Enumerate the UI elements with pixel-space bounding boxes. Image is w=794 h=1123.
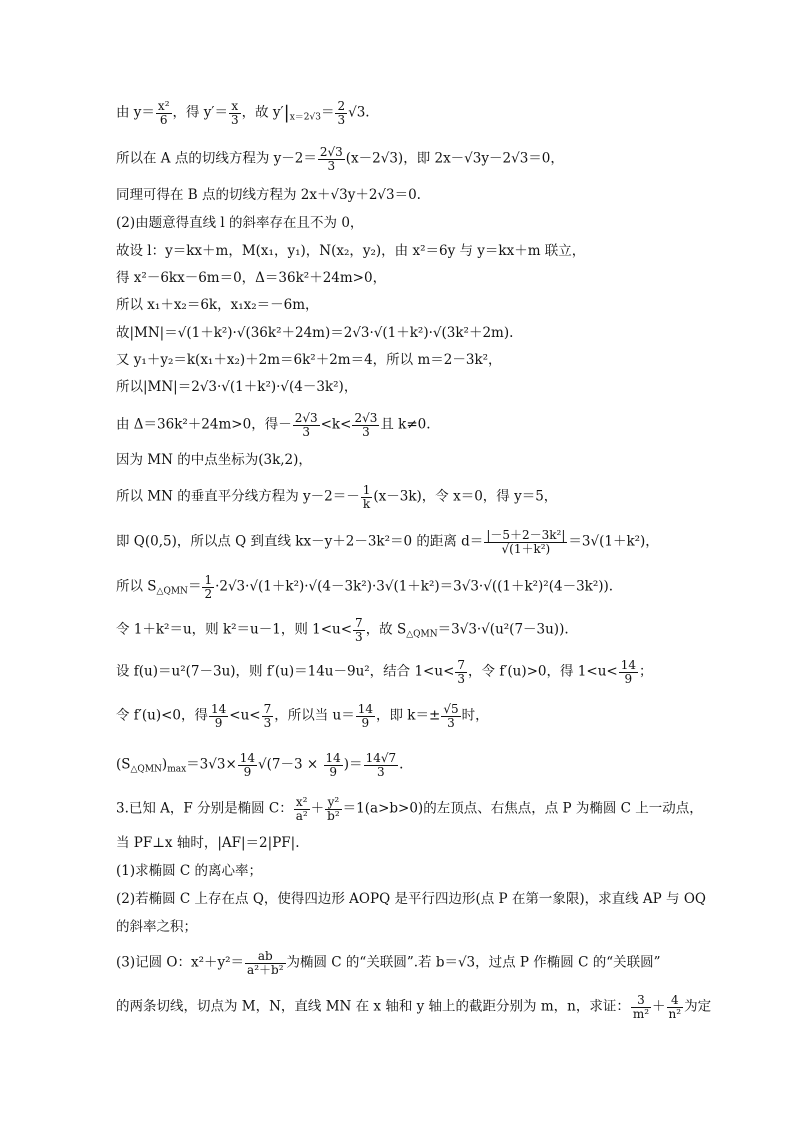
line-10: 所以|MN|＝2√3·√(1＋k²)·√(4－3k²)， [116,379,358,395]
line-21: 当 PF⊥x 轴时，|AF|＝2|PF|. [116,835,300,851]
fraction: $\frac{14}{9}$ [620,658,636,686]
line-25: (3)记圆 O：x²＋y²＝ $\frac{ab}{\text{a²＋b²}}$ 为椭圆 C 的“关联圆”.若 b＝√3，过点 P 作椭圆 C 的“关联圆” [116,949,661,977]
fraction: $\frac{2√3}{3}$ [319,145,343,173]
fraction: $\frac{x}{3}$ [230,99,239,127]
line-3: 同理可得在 B 点的切线方程为 2x＋√3y＋2√3＝0. [116,187,421,203]
line-14: 即 Q(0,5)，所以点 Q 到直线 kx－y＋2－3k²＝0 的距离 d＝ $\frac{\text{|－5＋2－3k²|}}{\text{√(1＋k²)}}$ ＝3√(1＋k²)， [116,528,659,556]
line-11: 由 Δ＝36k²＋24m>0，得－ $\frac{2√3}{3}$ <k< $\frac{2√3}{3}$ 且 k≠0. [116,411,431,439]
line-8: 故|MN|＝√(1＋k²)·√(36k²＋24m)＝2√3·√(1＋k²)·√(3k²＋2m). [116,325,514,341]
fraction: $\frac{1}{2}$ [204,573,213,601]
line-9: 又 y₁＋y₂＝k(x₁＋x₂)＋2m＝6k²＋2m＝4，所以 m＝2－3k²， [116,352,502,368]
line-2: 所以在 A 点的切线方程为 y－2＝ $\frac{2√3}{3}$ (x－2√3)，即 2x－√3y－2√3＝0， [116,145,564,173]
line-18: 令 f′(u)<0，得 $\frac{14}{9}$ <u< $\frac{7}{3}$ ，所以当 u＝ $\frac{14}{9}$ ，即 k＝± $\frac{√5}{3}$ 时， [116,702,489,730]
fraction: $\frac{14}{9}$ [210,702,227,730]
fraction: $\frac{1}{k}$ [362,483,371,511]
fraction: $\frac{4}{\text{n²}}$ [668,993,682,1021]
line-23: (2)若椭圆 C 上存在点 Q，使得四边形 AOPQ 是平行四边形(点 P 在第一象限)，求直线 AP 与 OQ [116,891,706,907]
line-22: (1)求椭圆 C 的离心率； [116,863,263,879]
fraction: $\frac{\text{x²}}{6}$ [157,99,170,127]
fraction: $\frac{14}{9}$ [325,751,341,779]
line-1: 由 y＝ $\frac{\text{x²}}{6}$ ，得 y′＝ $\frac{x}{3}$ ，故 $y'|_{x=2√3}=$ $\frac{2}{3}$ √3. [116,99,370,127]
fraction: $\frac{2√3}{3}$ [354,411,378,439]
fraction: $\frac{\text{x²}}{\text{a²}}$ [295,795,308,823]
fraction: $\frac{14}{9}$ [357,702,374,730]
line-5: 故设 l：y＝kx＋m，M(x₁，y₁)，N(x₂，y₂)，由 x²＝6y 与 y＝kx＋m 联立， [116,243,586,259]
fraction: $\frac{2}{3}$ [337,99,346,127]
fraction: $\frac{\text{|－5＋2－3k²|}}{\text{√(1＋k²)}}$ [486,528,566,556]
fraction: $\frac{7}{3}$ [457,658,466,686]
line-20-question-3: 3.已知 A，F 分别是椭圆 C： $\frac{\text{x²}}{\text{a²}}$ ＋ $\frac{\text{y²}}{\text{b²}}$ ＝1(a>b>0)的左顶点、右焦点，点 P 为椭圆 C 上一动点， [116,795,703,823]
line-4: (2)由题意得直线 l 的斜率存在且不为 0， [116,215,364,231]
fraction: $\frac{7}{3}$ [355,616,363,644]
fraction: $\frac{14√7}{3}$ [365,751,397,779]
fraction: $\frac{ab}{\text{a²＋b²}}$ [247,949,284,977]
line-16: 令 1＋k²＝u，则 k²＝u－1，则 1<u< $\frac{7}{3}$ ，故 $S_{\triangle QMN}=3√3\cdot√(u^2(7-3u))$. [116,616,569,644]
line-15: 所以 $S_{\triangle QMN}=$ $\frac{1}{2}$ ·2√3·√(1＋k²)·√(4－3k²)·3√(1＋k²)＝3√3·√((1＋k²)²(4－3k²)). [116,573,614,601]
fraction: $\frac{√5}{3}$ [443,702,459,730]
fraction: $\frac{\text{y²}}{\text{b²}}$ [327,795,340,823]
line-7: 所以 x₁＋x₂＝6k，x₁x₂＝－6m， [116,297,319,313]
fraction: $\frac{2√3}{3}$ [294,411,318,439]
line-26: 的两条切线，切点为 M，N，直线 MN 在 x 轴和 y 轴上的截距分别为 m，n，求证： $\frac{3}{\text{m²}}$ ＋ $\frac{4}{\text{n²}}$ 为定 [116,993,712,1021]
line-24: 的斜率之积； [116,919,197,935]
line-17: 设 f(u)＝u²(7－3u)，则 f′(u)＝14u－9u²，结合 1<u< $\frac{7}{3}$ ，令 f′(u)>0，得 1<u< $\frac{14}{9}$ ； [116,658,653,686]
fraction: $\frac{3}{\text{m²}}$ [632,993,650,1021]
line-6: 得 x²－6kx－6m＝0，Δ＝36k²＋24m>0， [116,270,387,286]
line-13: 所以 MN 的垂直平分线方程为 y－2＝－ $\frac{1}{k}$ (x－3k)，令 x＝0，得 y＝5， [116,483,558,511]
fraction: $\frac{14}{9}$ [239,751,256,779]
line-19: $(S_{\triangle QMN})_{max}=3√3\times$ $\frac{14}{9}$ √(7－3 × $\frac{14}{9}$ )＝ $\frac{14√7}{3}$ . [116,751,404,779]
fraction: $\frac{7}{3}$ [263,702,272,730]
line-12: 因为 MN 的中点坐标为(3k,2)， [116,452,312,468]
